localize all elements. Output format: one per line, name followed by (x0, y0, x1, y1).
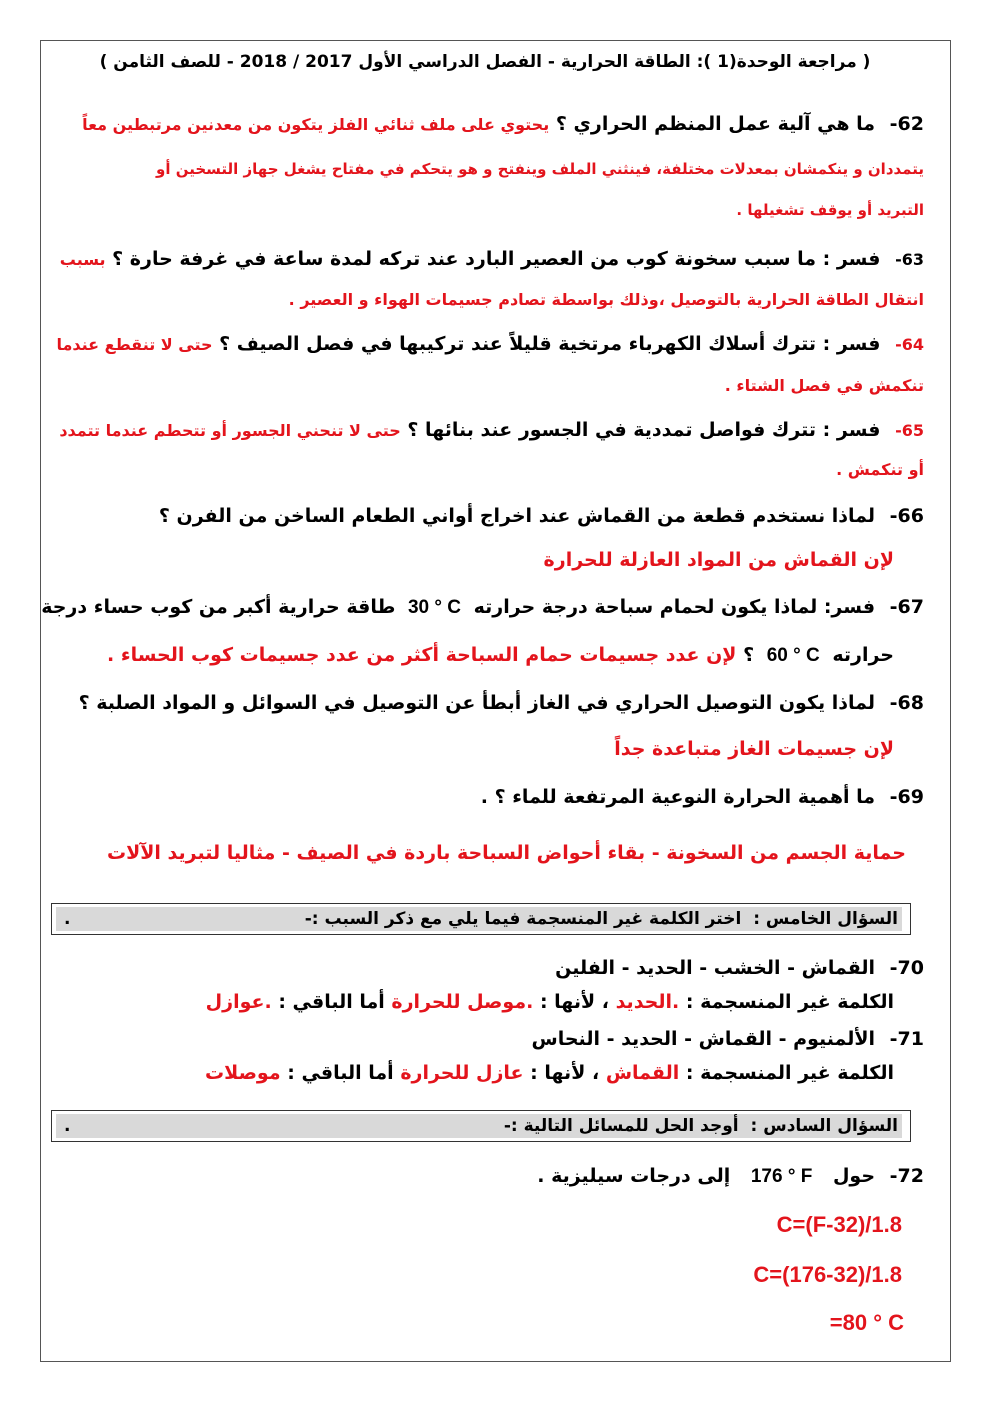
section-end-dot: . (64, 1116, 71, 1136)
question-number: 72- (889, 1165, 924, 1187)
word-list: الألمنيوم - القماش - الحديد - النحاس (531, 1028, 876, 1050)
question-text: فسر : تترك فواصل تمددية في الجسور عند بنائها ؟ (407, 419, 881, 441)
answer-62-line-2: يتمددان و ينكمشان بمعدلات مختلفة، فينثني الملف وينفتح و هو يتحكم في مفتاح يشغل جهاز التسخين أو (156, 160, 924, 178)
odd-word-label: الكلمة غير المنسجمة : (685, 1062, 894, 1084)
temperature-value: 30 ° C (407, 597, 461, 618)
odd-word-label: الكلمة غير المنسجمة : (685, 991, 894, 1013)
question-63 (60, 248, 924, 271)
answer-text: لإن عدد جسيمات حمام السباحة أكثر من عدد جسيمات كوب الحساء . (107, 644, 737, 666)
section-end-dot: . (64, 909, 71, 929)
question-text: لماذا يكون التوصيل الحراري في الغاز أبطأ عن التوصيل في السوائل و المواد الصلبة ؟ (78, 692, 876, 714)
odd-word: القماش (605, 1062, 680, 1084)
question-number: 67- (889, 596, 924, 618)
section-label: السؤال الخامس : (753, 909, 898, 929)
section-5-header (56, 907, 902, 931)
question-text: ما أهمية الحرارة النوعية المرتفعة للماء ؟ . (480, 786, 876, 808)
question-text: لماذا نستخدم قطعة من القماش عند اخراج أواني الطعام الساخن من الفرن ؟ (158, 505, 876, 527)
question-number: 63- (895, 250, 924, 269)
formula-1: C=(F-32)/1.8 (776, 1212, 902, 1237)
reason: .موصل للحرارة (391, 991, 534, 1013)
formula-2: C=(176-32)/1.8 (753, 1262, 902, 1287)
formula-result: =80 ° C (829, 1310, 904, 1335)
question-number: 71- (889, 1028, 924, 1050)
question-68 (60, 692, 924, 715)
question-65 (60, 419, 924, 442)
question-number: 65- (895, 421, 924, 440)
question-text-continued: إلى درجات سيليزية . (537, 1165, 731, 1187)
question-72 (60, 1165, 924, 1189)
question-71 (60, 1028, 924, 1051)
question-number: 68- (889, 692, 924, 714)
question-text: حرارته (832, 644, 894, 666)
word-list: القماش - الخشب - الحديد - الفلين (555, 957, 876, 979)
section-6-header (56, 1114, 902, 1138)
answer-text: يحتوي على ملف ثنائي الفلز يتكون من معدنين مرتبطين معاً (82, 115, 550, 134)
question-70 (60, 957, 924, 980)
rest-answer: موصلات (205, 1062, 281, 1084)
answer-65-line-2: أو تنكمش . (836, 460, 924, 479)
odd-word: .الحديد (615, 991, 680, 1013)
answer-text: بسبب (59, 250, 106, 269)
question-number: 66- (889, 505, 924, 527)
question-text: فسر: لماذا يكون لحمام سباحة درجة حرارته (473, 596, 876, 618)
rest-answer: .عوازل (205, 991, 272, 1013)
question-number: 64- (895, 335, 924, 354)
question-67-line-2 (60, 644, 894, 668)
section-instruction: أوجد الحل للمسائل التالية :- (503, 1116, 739, 1136)
temperature-value: 60 ° C (766, 645, 820, 666)
because-label: ، لأنها : (539, 991, 609, 1013)
section-6-box (51, 1110, 911, 1142)
section-instruction: اختر الكلمة غير المنسجمة فيما يلي مع ذكر السبب :- (304, 909, 742, 929)
temperature-value: 176 ° F (750, 1166, 813, 1187)
answer-71 (60, 1062, 894, 1085)
answer-66: لإن القماش من المواد العازلة للحرارة (543, 549, 894, 571)
answer-68: لإن جسيمات الغاز متباعدة جداً (614, 738, 894, 760)
question-text: حول (832, 1165, 876, 1187)
rest-label: أما الباقي : (287, 1062, 394, 1084)
question-text: فسر : تترك أسلاك الكهرباء مرتخية قليلاً عند تركيبها في فصل الصيف ؟ (219, 333, 881, 355)
section-5-box (51, 903, 911, 935)
question-66 (60, 505, 924, 528)
question-number: 62- (889, 113, 924, 135)
answer-text: حتى لا تنقطع عندما (56, 335, 213, 354)
answer-63-line-2: انتقال الطاقة الحرارية بالتوصيل ،وذلك بواسطة تصادم جسيمات الهواء و العصير . (288, 290, 924, 309)
answer-70 (60, 991, 894, 1014)
question-69 (60, 786, 924, 809)
question-number: 69- (889, 786, 924, 808)
question-62 (60, 113, 924, 136)
question-text: ما هي آلية عمل المنظم الحراري ؟ (555, 113, 876, 135)
question-text-continued: طاقة حرارية أكبر من كوب حساء درجة (41, 596, 396, 618)
question-text: فسر : ما سبب سخونة كوب من العصير البارد عند تركه لمدة ساعة في غرفة حارة ؟ (112, 248, 881, 270)
reason: عازل للحرارة (400, 1062, 524, 1084)
question-mark: ؟ (743, 644, 755, 666)
answer-text: حتى لا تنحني الجسور أو تتحطم عندما تتمدد (59, 421, 401, 440)
page-header: ( مراجعة الوحدة(1 ): الطاقة الحرارية - الفصل الدراسي الأول 2017 / 2018 - للصف الثامن ) (99, 52, 871, 72)
answer-62-line-3: التبريد أو يوقف تشغيلها . (736, 201, 924, 219)
question-67 (41, 596, 924, 620)
section-label: السؤال السادس : (750, 1116, 898, 1136)
answer-64-line-2: تنكمش في فصل الشتاء . (724, 376, 924, 395)
because-label: ، لأنها : (530, 1062, 600, 1084)
question-64 (56, 333, 924, 356)
question-number: 70- (889, 957, 924, 979)
answer-69: حماية الجسم من السخونة - بقاء أحواض السباحة باردة في الصيف - مثاليا لتبريد الآلات (107, 842, 906, 864)
rest-label: أما الباقي : (278, 991, 385, 1013)
